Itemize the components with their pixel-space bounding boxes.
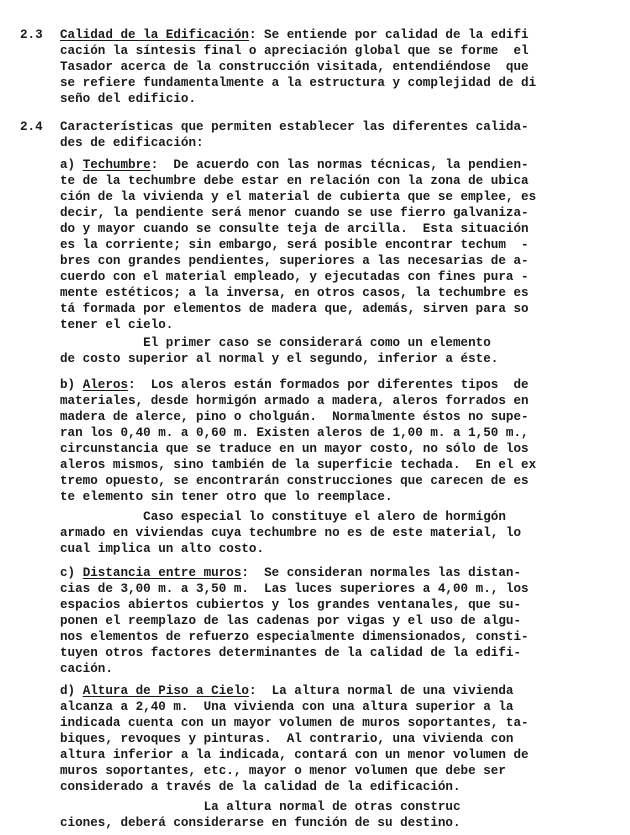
text-line: tener el cielo. xyxy=(60,318,174,332)
section-23-first-line xyxy=(60,28,529,44)
text-line: Tasador acerca de la construcción visitada, entendiéndose que xyxy=(60,60,529,74)
item-c-first-line xyxy=(60,566,521,582)
text-line: alcanza a 2,40 m. Una vivienda con una altura superior a la xyxy=(60,700,514,714)
text-line: des de edificación: xyxy=(60,136,204,150)
text-line: ponen el reemplazo de las cadenas por vigas y el uso de algu- xyxy=(60,614,522,628)
section-heading: Calidad de la Edificación xyxy=(60,28,249,42)
text-line: nos elementos de refuerzo especialmente dimensionados, consti- xyxy=(60,630,529,644)
text-line: aleros mismos, sino también de la superficie techada. En el ex xyxy=(60,458,537,472)
text-line: bres con grandes pendientes, superiores a las necesarias de a- xyxy=(60,254,529,268)
text-line: tá formada por elementos de madera que, además, sirven para so xyxy=(60,302,529,316)
item-a-first-line xyxy=(60,158,529,174)
item-heading: Altura de Piso a Cielo xyxy=(82,684,249,698)
text-line: tremo opuesto, se encontrarán construcciones que carecen de es xyxy=(60,474,529,488)
text-line: espacios abiertos cubiertos y los grandes ventanales, que su- xyxy=(60,598,522,612)
item-prefix: d) xyxy=(60,684,83,698)
text-line: cias de 3,00 m. a 3,50 m. Las luces superiores a 4,00 m., los xyxy=(60,582,529,596)
item-text: : Se consideran normales las distan- xyxy=(241,566,522,580)
item-prefix: a) xyxy=(60,158,83,172)
text-line: La altura normal de otras construc xyxy=(60,800,461,814)
text-line: considerado a través de la calidad de la edificación. xyxy=(60,780,461,794)
item-text: : Los aleros están formados por diferentes tipos de xyxy=(128,378,529,392)
text-line: cación. xyxy=(60,662,113,676)
text-line: ción de la vivienda y el material de cubierta que se emplee, es xyxy=(60,190,537,204)
item-d-first-line xyxy=(60,684,513,700)
section-number: 2.4 xyxy=(20,120,43,134)
text-line: circunstancia que se traduce en un mayor costo, no sólo de los xyxy=(60,442,529,456)
text-line: Caso especial lo constituye el alero de hormigón xyxy=(60,510,506,524)
text-line: armado en viviendas cuya techumbre no es de este material, lo xyxy=(60,526,522,540)
item-prefix: c) xyxy=(60,566,83,580)
text-line: cación la síntesis final o apreciación global que se forme el xyxy=(60,44,529,58)
section-text: : Se entiende por calidad de la edifi xyxy=(248,28,529,42)
text-line: cual implica un alto costo. xyxy=(60,542,265,556)
item-b-first-line xyxy=(60,378,529,394)
text-line: decir, la pendiente será menor cuando se use fierro galvaniza- xyxy=(60,206,529,220)
item-text: : De acuerdo con las normas técnicas, la pendien- xyxy=(150,158,529,172)
text-line: madera de alerce, pino o cholguán. Normalmente éstos no supe- xyxy=(60,410,529,424)
item-heading: Distancia entre muros xyxy=(82,566,242,580)
text-line: altura inferior a la indicada, contará con un menor volumen de xyxy=(60,748,529,762)
text-line: mente estéticos; a la inversa, en otros casos, la techumbre es xyxy=(60,286,529,300)
text-line: materiales, desde hormigón armado a madera, aleros forrados en xyxy=(60,394,529,408)
item-text: : La altura normal de una vivienda xyxy=(248,684,514,698)
text-line: se refiere fundamentalmente a la estructura y complejidad de di xyxy=(60,76,537,90)
section-number: 2.3 xyxy=(20,28,43,42)
text-line: biques, revoques y pinturas. Al contrario, una vivienda con xyxy=(60,732,514,746)
text-line: es la corriente; sin embargo, será posible encontrar techum - xyxy=(60,238,529,252)
text-line: indicada cuenta con un mayor volumen de muros soportantes, ta- xyxy=(60,716,529,730)
text-line: te de la techumbre debe estar en relación con la zona de ubica xyxy=(60,174,529,188)
text-line: Características que permiten establecer las diferentes calida- xyxy=(60,120,529,134)
text-line: ciones, deberá considerarse en función de su destino. xyxy=(60,816,461,830)
text-line: te elemento sin tener otro que lo reemplace. xyxy=(60,490,393,504)
text-line: muros soportantes, etc., mayor o menor volumen que debe ser xyxy=(60,764,506,778)
text-line: El primer caso se considerará como un elemento xyxy=(60,336,491,350)
text-line: cuerdo con el material empleado, y ejecutadas con fines pura - xyxy=(60,270,529,284)
text-line: seño del edificio. xyxy=(60,92,197,106)
text-line: ran los 0,40 m. a 0,60 m. Existen aleros de 1,00 m. a 1,50 m., xyxy=(60,426,529,440)
text-line: tuyen otros factores determinantes de la calidad de la edifi- xyxy=(60,646,522,660)
text-line: de costo superior al normal y el segundo, inferior a éste. xyxy=(60,352,499,366)
item-heading: Techumbre xyxy=(82,158,151,172)
item-heading: Aleros xyxy=(82,378,129,392)
item-prefix: b) xyxy=(60,378,83,392)
text-line: do y mayor cuando se consulte teja de arcilla. Esta situación xyxy=(60,222,529,236)
